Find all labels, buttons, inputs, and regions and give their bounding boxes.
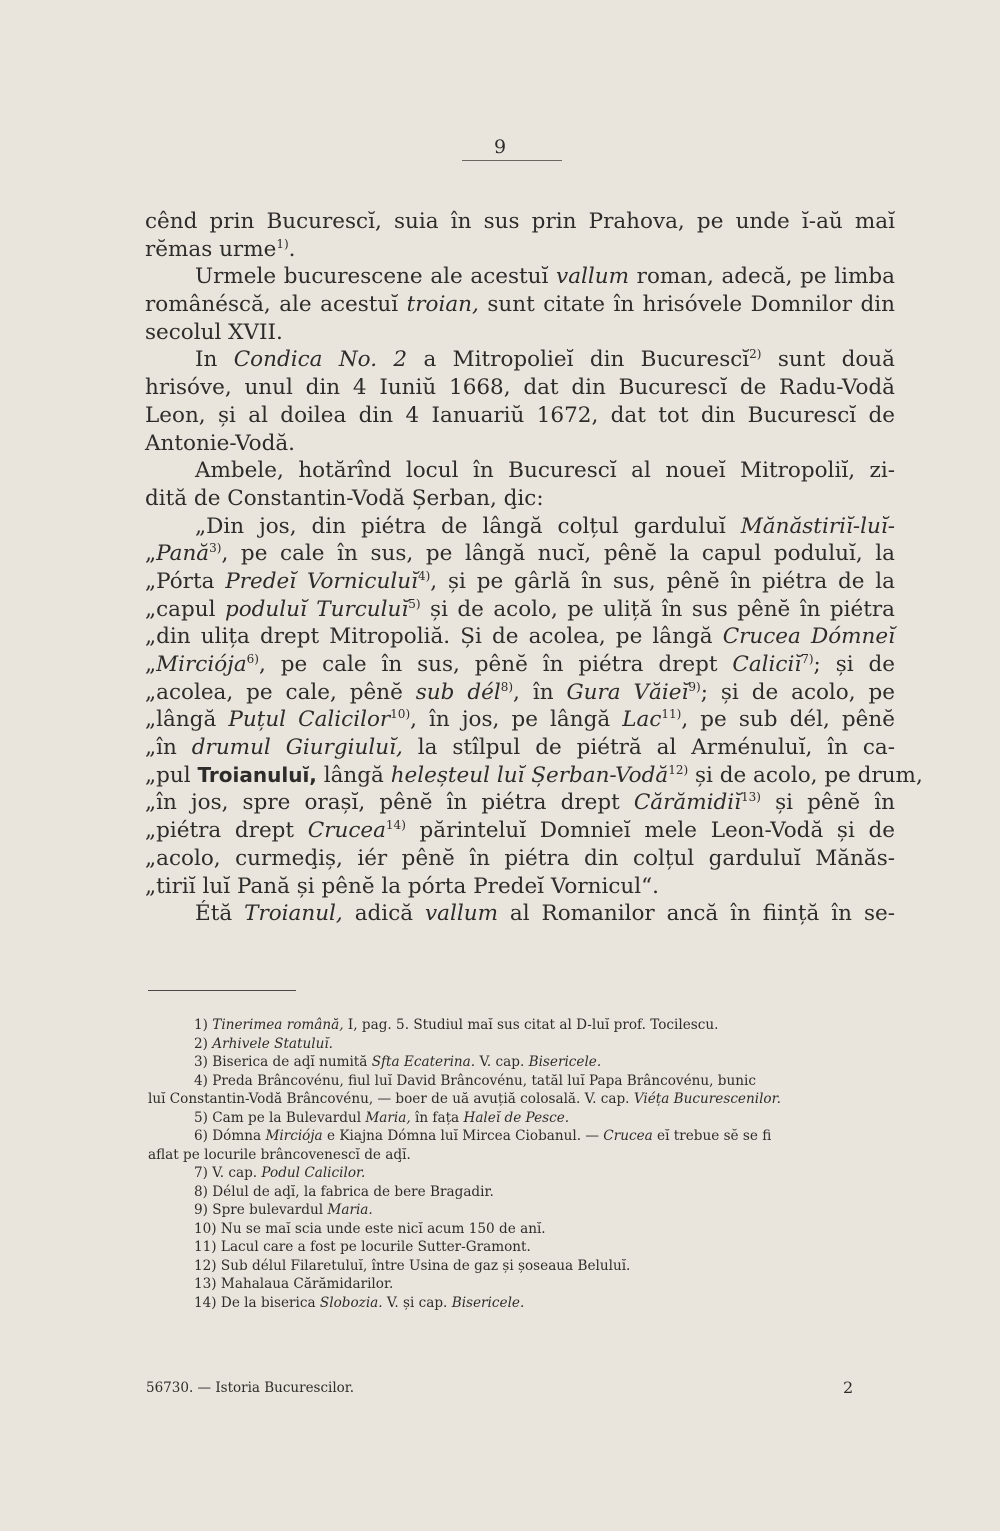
body-text [145,208,923,928]
footnote: 9) Spre bulevardul Maria. [194,1202,373,1218]
text-line: dită de Constantin-Vodă Șerban, ḑic: [145,485,544,511]
footnote-ref: 7) [801,652,814,666]
footnote-ref: 8) [500,679,514,694]
footnote-ref: 11) [661,707,682,722]
text-line: „acolo, curmeḑiș, iér pênĕ în piétra din colțul garduluĭ Mănăs- [145,845,895,871]
footnote: 5) Cam pe la Bulevardul Maria, în fața Haleĭ de Pesce. [194,1109,570,1126]
footnote-ref: 3) [209,541,222,556]
footnotes [148,1016,893,1312]
text-line: Urmele bucurescene ale acestuĭ vallum roman, adecă, pe limba [195,264,895,290]
text-line: „în jos, spre orașĭ, pênĕ în piétra drept Cărămidiĭ$^{13)}$ și pênĕ în [145,790,895,816]
page-number: 9 [493,136,507,158]
text-line: „din ulița drept Mitropoliă. Și de acolea, pe lângă Crucea Dómneĭ [145,624,895,650]
text-line: rĕmas urme$^{1)}$. [145,236,296,262]
footnote-ref: 14) [385,818,406,833]
footnote: 2) Arhivele Statuluĭ. [194,1035,334,1052]
footnote-ref: 9) [688,679,701,694]
text-line: Antonie-Vodă. [145,430,296,456]
footnote-ref: 13) [741,790,761,805]
footnote: 7) V. cap. Podul Calicilor. [194,1165,366,1181]
text-line: „Pórta Predeĭ Vorniculuĭ$^{4)}$, și pe gârlă în sus, pênĕ în piétra de la [145,568,896,594]
text-line: „capul poduluĭ Turculuĭ$^{5)}$ și de acolo, pe uliță în sus pênĕ în piétra [145,596,895,622]
bold-term: Troianuluĭ, [197,762,317,787]
text-line: „Pană$^{3)}$, pe cale în sus, pe lângă nucĭ, pênĕ la capul poduluĭ, la [145,541,895,567]
text-line: Ambele, hotărînd locul în Bucurescĭ al noueĭ Mitropoliĭ, zi- [195,458,895,484]
footnote: 4) Preda Brâncovénu, fiul luĭ David Brâncovénu, tatăl luĭ Papa Brâncovénu, bunic [194,1072,756,1089]
text-line: „Mirciója$^{6)}$, pe cale în sus, pênĕ în piétra drept Caliciĭ$^{7)}$; și de [145,652,895,677]
text-line: Étă Troianul, adică vallum al Romanilor ancă în ființă în se- [195,901,895,927]
footnote-ref: 5) [408,596,421,611]
footnote: 6) Dómna Mirciója e Kiajna Dómna luĭ Mircea Ciobanul. — Crucea eĭ trebue sĕ se fi [194,1128,772,1144]
printer-signature: 56730. — Istoria Bucurescilor. [146,1380,355,1396]
text-line: cênd prin Bucurescĭ, suia în sus prin Prahova, pe unde ĭ-aŭ maĭ [145,209,895,234]
footnote-ref: 12) [668,762,689,777]
text-line: „acolea, pe cale, pênĕ sub dél$^{8)}$, în Gura Văieĭ$^{9)}$; și de acolo, pe [145,679,896,705]
footnote: 14) De la biserica Slobozia. V. și cap. Bisericele. [194,1294,525,1311]
footnote-continuation: luĭ Constantin-Vodă Brâncovénu, — boer de uă avuțiă colosală. V. cap. Viéța Bucurescenilor. [148,1091,781,1107]
footnote: 8) Délul de aḑĭ, la fabrica de bere Bragadir. [194,1183,494,1200]
text-line: „tiriĭ luĭ Pană și pênĕ la pórta Predeĭ Vornicul“. [145,873,659,899]
text-line: „Din jos, din piétra de lângă colțul garduluĭ Mănăstiriĭ-luĭ- [195,513,895,539]
footnote: 11) Lacul care a fost pe locurile Sutter-Gramont. [194,1239,531,1255]
footnote: 12) Sub délul Filaretuluĭ, între Usina de gaz și șoseaua Beluluĭ. [194,1257,631,1274]
footnote-ref: 10) [390,707,411,722]
text-line: „în drumul Giurgiuluĭ, la stîlpul de piétră al Arménuluĭ, în ca- [145,735,896,761]
text-line: hrisóve, unul din 4 Iuniŭ 1668, dat din Bucurescĭ de Radu-Vodă [145,375,895,401]
text-line: In Condica No. 2 a Mitropolieĭ din Bucurescĭ$^{2)}$ sunt două [195,347,895,373]
footnote-ref: 2) [749,347,762,362]
footnote: 10) Nu se maĭ scia unde este nicĭ acum 150 de anĭ. [194,1220,546,1237]
footnote-rule [148,990,296,991]
text-line: „piétra drept Crucea$^{14)}$ părinteluĭ Domnieĭ mele Leon-Vodă și de [145,818,895,844]
footnote-continuation: aflat pe locurile brâncovenescĭ de aḑĭ. [148,1146,411,1163]
footnote-ref: 4) [417,568,431,583]
text-line: Leon, și al doilea din 4 Ianuariŭ 1672, dat tot din Bucurescĭ de [145,402,895,428]
footnote: 1) Tinerimea română, I, pag. 5. Studiul maĭ sus citat al D-luĭ prof. Tocilescu. [194,1017,719,1033]
text-line: „pul Troianuluĭ, lângă heleșteul luĭ Șerban-Vodă$^{12)}$ și de acolo, pe drum, [145,762,923,788]
text-line: românéscă, ale acestuĭ troian, sunt citate în hrisóvele Domnilor din [145,292,895,318]
text-line: „lângă Puțul Calicilor$^{10)}$, în jos, pe lângă Lac$^{11)}$, pe sub dél, pênĕ [145,707,895,733]
footnote-ref: 1) [276,236,289,251]
page-number-rule [462,160,562,161]
footnote-ref: 6) [246,652,259,666]
text-line: secolul XVII. [145,319,283,345]
sheet-number: 2 [843,1378,854,1397]
footnote: 13) Mahalaua Cărămidarilor. [194,1276,394,1292]
footnote: 3) Biserica de aḑĭ numită Sfta Ecaterina. V. cap. Bisericele. [194,1054,602,1070]
